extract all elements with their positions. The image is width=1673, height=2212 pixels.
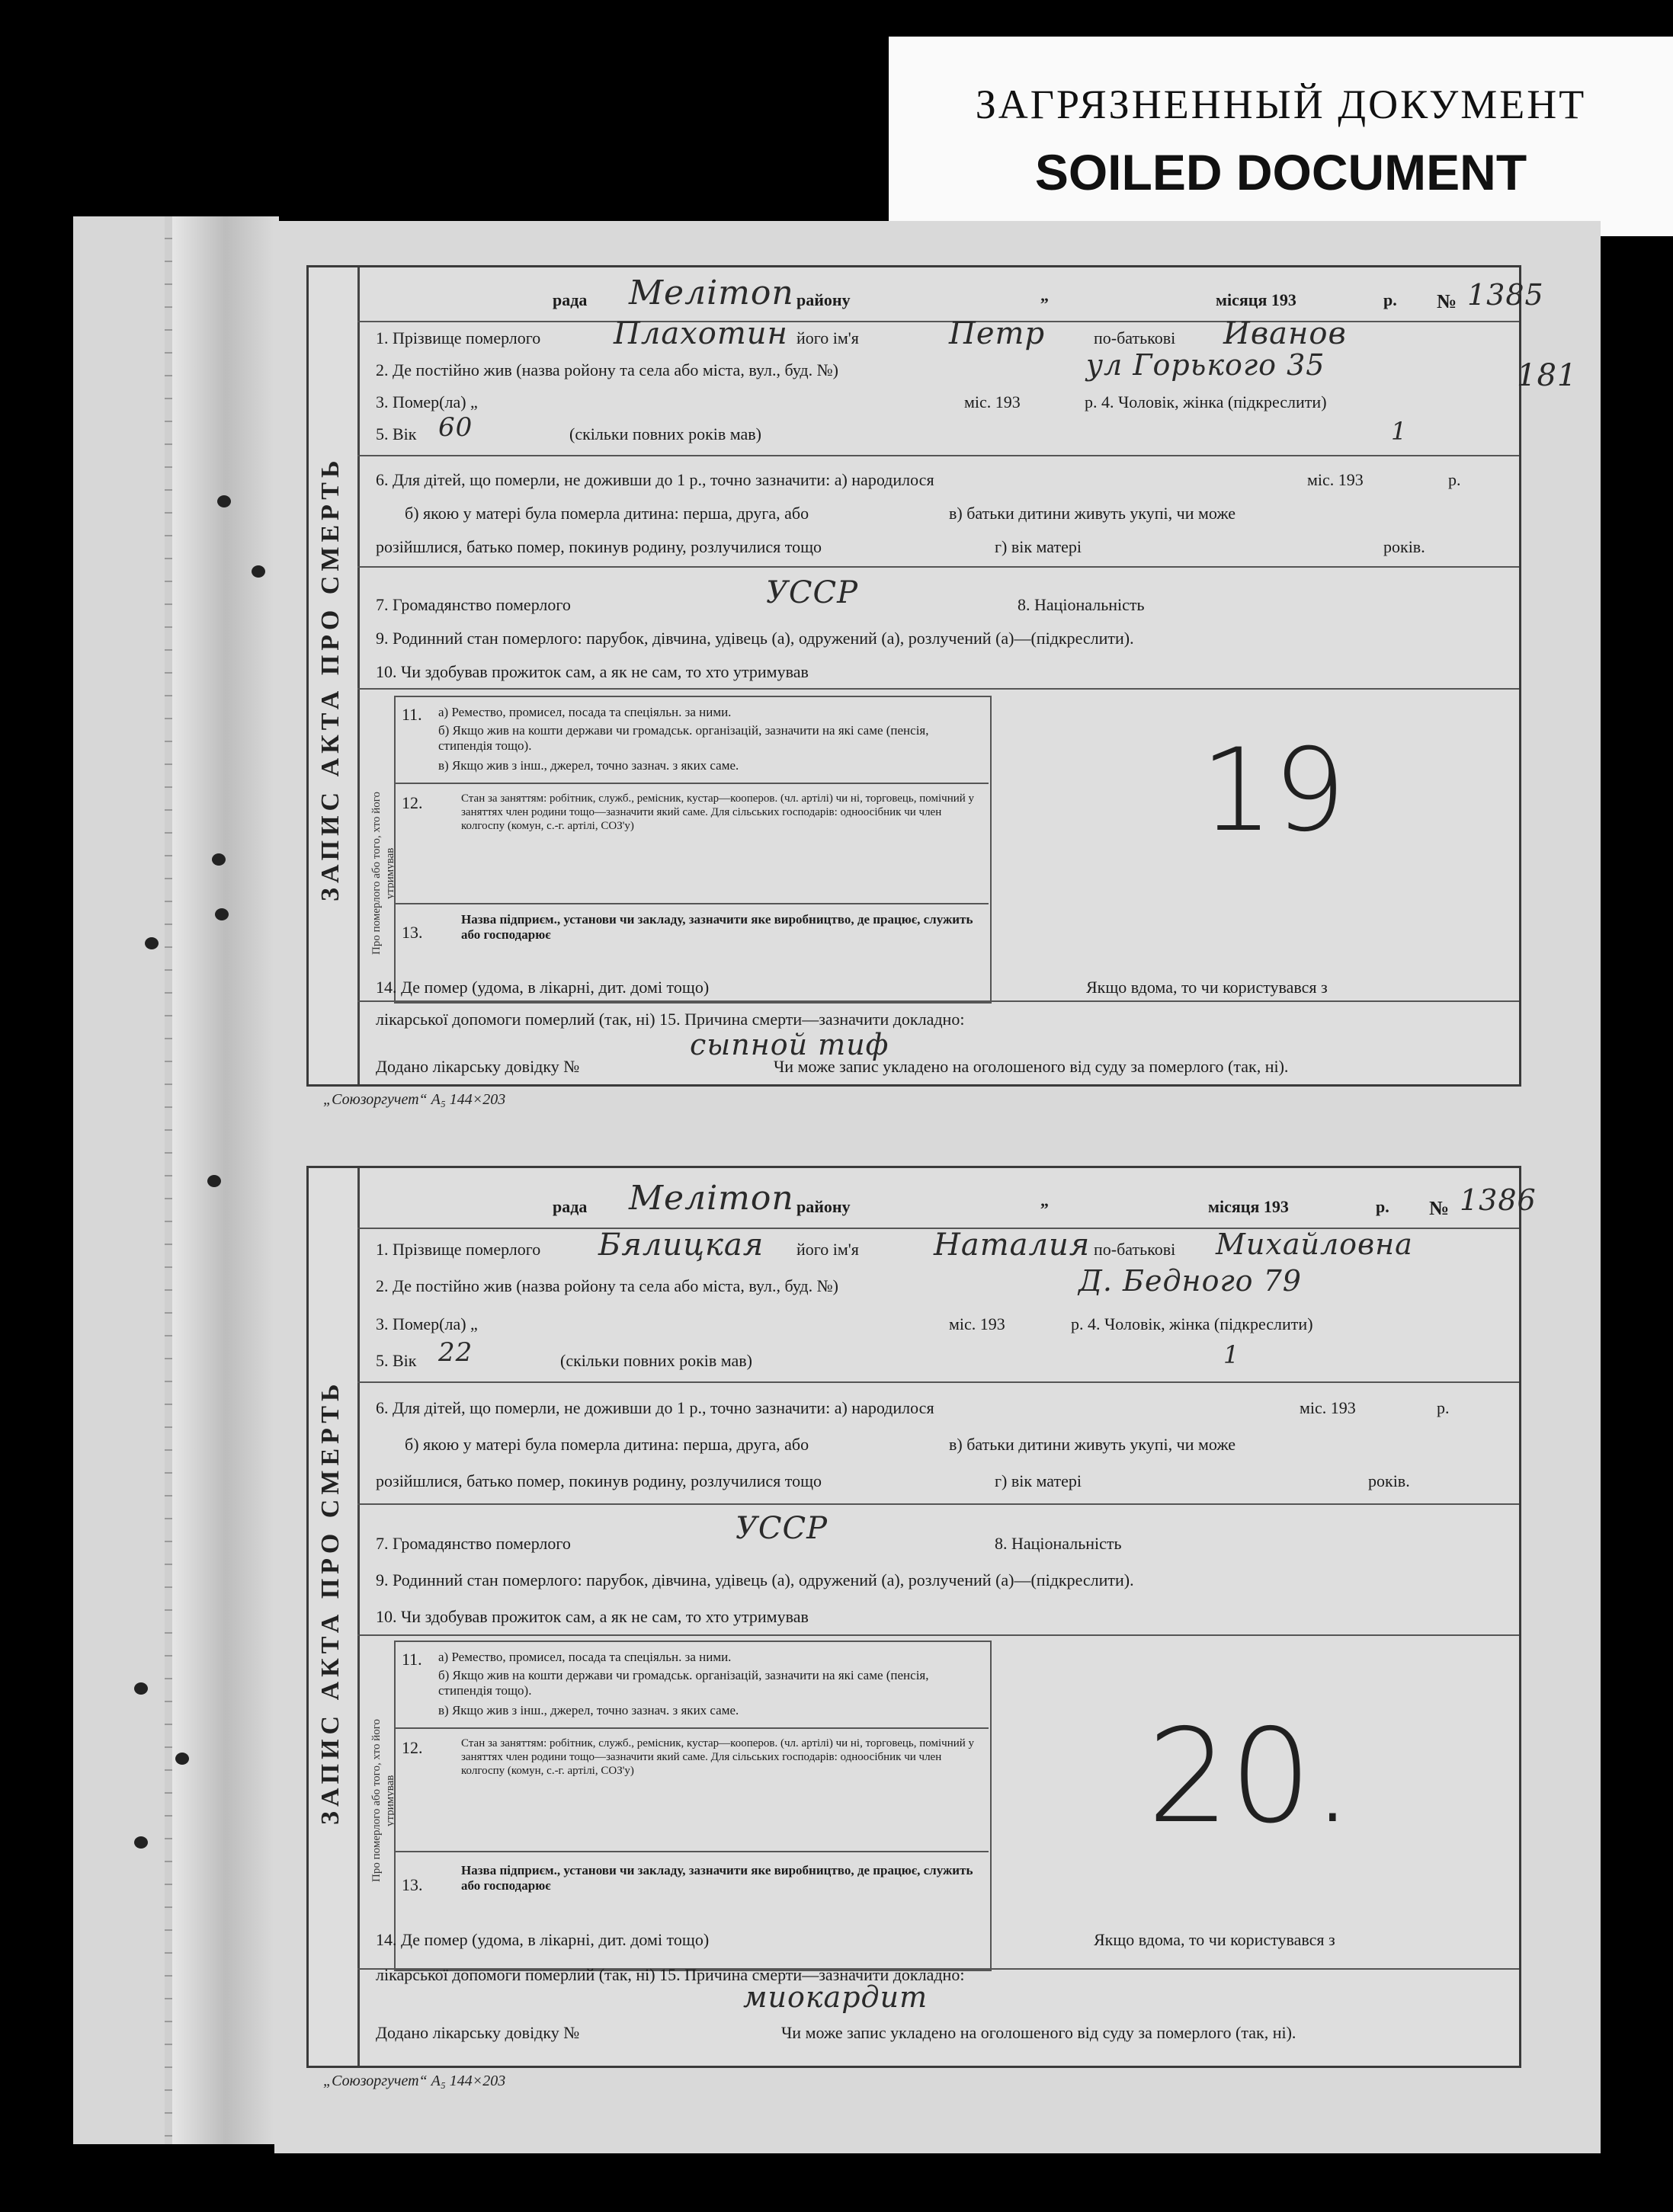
header-quote: „ [1040,286,1049,305]
sex-mark-handwritten: 1 [1223,1340,1240,1369]
line14-cause-label: лікарської допомоги померлий (так, ні) 15. Причина смерти—зазначити докладно: [376,1010,965,1029]
line6-month-label: міс. 193 [1300,1398,1356,1417]
line9-family-label: 9. Родинний стан померлого: парубок, дівчина, удівець (а), одружений (а), розлучений (а)—(підкреслити). [376,629,1134,648]
punch-hole [252,565,265,578]
line6-c-label: в) батьки дитини живуть укупі, чи може [949,1435,1236,1454]
line14-home-label: Якщо вдома, то чи користувався з [1086,978,1328,997]
line13-label: Назва підприєм., установи чи закладу, зазначити яке виробництво, де працює, служить або господарює [461,912,973,942]
header-r: р. [1376,1197,1389,1216]
death-record-form-1 [306,265,1544,1087]
line3-sex-label: р. 4. Чоловік, жінка (підкреслити) [1071,1314,1313,1333]
form-side-sublabel: Про померлого або того, хто його утримував [370,1719,396,1883]
line5-age-label: 5. Вік [376,424,417,443]
line6-f-label: розійшлися, батько помер, покинув родину, розлучилися тощо [376,537,822,556]
punch-hole [134,1836,148,1849]
line6-g-label: г) вік матері [995,537,1082,556]
punch-hole [134,1682,148,1695]
cause-handwritten: миокардит [743,1980,928,2014]
punch-hole [145,937,159,949]
line8-nationality-label: 8. Національність [995,1534,1122,1553]
line16-court-label: Чи може запис укладено на оголошеного від суду за померлого (так, ні). [781,2023,1296,2042]
form-side-label: ЗАПИС АКТА ПРО СМЕРТЬ [316,456,345,902]
header-month: місяця 193 [1208,1197,1289,1216]
cause-handwritten: сыпной тиф [690,1028,889,1061]
line13-number: 13. [402,1875,423,1894]
line12-number: 12. [402,1738,423,1757]
rada-handwritten: Мелітоп [629,274,794,312]
line2-address-label: 2. Де постійно жив (назва ройону та села або міста, вул., буд. №) [376,360,838,379]
punch-hole [207,1175,221,1187]
address-handwritten: Д. Бедного 79 [1078,1264,1302,1298]
form-side-label: ЗАПИС АКТА ПРО СМЕРТЬ [316,1379,345,1826]
record-number-handwritten: 1386 [1460,1183,1537,1217]
line5-age-label: 5. Вік [376,1351,417,1370]
address-handwritten: ул Горького 35 [1086,348,1325,382]
surname-handwritten: Бялицкая [598,1228,764,1263]
line14-where-died-label: 14. Де помер (удома, в лікарні, дит. домі тощо) [376,978,710,997]
line6-b-label: б) якою у матері була померла дитина: перша, друга, або [405,504,809,523]
record-number-handwritten: 1385 [1467,278,1544,312]
header-rada: рада [553,1197,588,1216]
line3-month-label: міс. 193 [949,1314,1005,1333]
big-record-number: 19 [1200,725,1346,857]
age-handwritten: 60 [438,412,473,443]
line2-address-label: 2. Де постійно жив (назва ройону та села або міста, вул., буд. №) [376,1276,838,1295]
line1-patronymic-label: по-батькові [1094,328,1176,347]
punch-hole [212,853,226,866]
line6-years-label: років. [1383,537,1425,556]
header-quote: „ [1040,1191,1049,1210]
line14-cause-label: лікарської допомоги померлий (так, ні) 15. Причина смерти—зазначити докладно: [376,1965,965,1984]
line14-home-label: Якщо вдома, то чи користувався з [1094,1930,1335,1949]
surname-handwritten: Плахотин [614,316,788,351]
line6-g-label: г) вік матері [995,1471,1082,1490]
stamp-english: SOILED DOCUMENT [1034,144,1527,200]
line6-c-label: в) батьки дитини живуть укупі, чи може [949,504,1236,523]
rada-handwritten: Мелітоп [629,1179,794,1218]
line11a-label: а) Ремество, промисел, посада та спеціяльн. за ними. [438,1650,732,1664]
stamp-russian: ЗАГРЯЗНЕННЫЙ ДОКУМЕНТ [975,82,1587,127]
age-handwritten: 22 [438,1337,473,1368]
line16-certificate-label: Додано лікарську довідку № [376,2023,580,2042]
line13-label: Назва підприєм., установи чи закладу, зазначити яке виробництво, де працює, служить або господарює [461,1863,973,1893]
line10-livelihood-label: 10. Чи здобував прожиток сам, а як не сам, то хто утримував [376,662,809,681]
line8-nationality-label: 8. Національність [1018,595,1145,614]
line6-r-label: р. [1448,470,1461,489]
line11a-label: а) Ремество, промисел, посада та спеціяльн. за ними. [438,705,732,719]
form2-footer: „Союзоргучет“ А₅ 144×203 [323,2073,506,2089]
header-number-label: № [1429,1197,1450,1219]
line3-sex-label: р. 4. Чоловік, жінка (підкреслити) [1085,392,1327,411]
line13-number: 13. [402,923,423,942]
line12-label: Стан за заняттям: робітник, служб., ремісник, кустар—кооперов. (чл. артілі) чи ні, торговець, помічний у заняттях член родини тощо—зазначити який саме. Для сільських господарів: одноосібник чи член колгоспу (комун, с.-г. артілі, СОЗ'у) [461,792,975,832]
header-r: р. [1383,290,1397,309]
line11-number: 11. [402,705,422,724]
line11-number: 11. [402,1650,422,1669]
name-handwritten: Наталия [934,1228,1091,1263]
line1-surname-label: 1. Прізвище померлого [376,1240,541,1259]
line7-citizenship-label: 7. Громадянство померлого [376,1534,571,1553]
line9-family-label: 9. Родинний стан померлого: парубок, дівчина, удівець (а), одружений (а), розлучений (а)—(підкреслити). [376,1570,1134,1589]
line3-died-label: 3. Помер(ла) „ [376,392,478,411]
line11b-label: б) Якщо жив на кошти держави чи громадськ. організацій, зазначити на які саме (пенсія, стипендія тощо). [438,1668,929,1698]
header-month: місяця 193 [1216,290,1296,309]
header-number-label: № [1437,290,1457,312]
line5-age-hint: (скільки повних років мав) [560,1351,753,1370]
line5-age-hint: (скільки повних років мав) [569,424,762,443]
form-side-sublabel: Про померлого або того, хто його утримував [370,792,396,956]
header-rayon: району [796,290,851,309]
line6-f-label: розійшлися, батько помер, покинув родину, розлучилися тощо [376,1471,822,1490]
patronymic-handwritten: Иванов [1223,316,1347,351]
line11c-label: в) Якщо жив з інш., джерел, точно зазнач. з яких саме. [438,1703,739,1717]
line6-children-label: 6. Для дітей, що померли, не доживши до 1 р., точно зазначити: а) народилося [376,470,934,489]
header-rada: рада [553,290,588,309]
death-record-form-2 [306,1166,1537,2068]
line6-r-label: р. [1437,1398,1450,1417]
punch-hole [175,1753,189,1765]
line16-certificate-label: Додано лікарську довідку № [376,1057,580,1076]
name-handwritten: Петр [949,316,1046,351]
line7-citizenship-label: 7. Громадянство померлого [376,595,571,614]
header-rayon: району [796,1197,851,1216]
big-record-number: 20. [1147,1701,1354,1852]
margin-number-handwritten: 181 [1517,358,1578,393]
line3-month-label: міс. 193 [964,392,1021,411]
line14-where-died-label: 14. Де помер (удома, в лікарні, дит. домі тощо) [376,1930,710,1949]
line16-court-label: Чи може запис укладено на оголошеного від суду за померлого (так, ні). [774,1057,1289,1076]
line3-died-label: 3. Помер(ла) „ [376,1314,478,1333]
line1-surname-label: 1. Прізвище померлого [376,328,541,347]
patronymic-handwritten: Михайловна [1216,1228,1413,1261]
soiled-document-stamp [889,37,1673,236]
citizenship-handwritten: УССР [736,1511,828,1546]
line6-children-label: 6. Для дітей, що померли, не доживши до 1 р., точно зазначити: а) народилося [376,1398,934,1417]
line1-name-label: його ім'я [796,1240,859,1259]
line6-years-label: років. [1368,1471,1410,1490]
line12-label: Стан за заняттям: робітник, служб., ремісник, кустар—кооперов. (чл. артілі) чи ні, торговець, помічний у заняттях член родини тощо—зазначити який саме. Для сільських господарів: одноосібник чи член колгоспу (комун, с.-г. артілі, СОЗ'у) [461,1737,975,1777]
line1-name-label: його ім'я [796,328,859,347]
line1-patronymic-label: по-батькові [1094,1240,1176,1259]
punch-hole [215,908,229,920]
line10-livelihood-label: 10. Чи здобував прожиток сам, а як не сам, то хто утримував [376,1607,809,1626]
line12-number: 12. [402,793,423,812]
line11c-label: в) Якщо жив з інш., джерел, точно зазнач. з яких саме. [438,758,739,773]
punch-hole [217,495,231,507]
line6-b-label: б) якою у матері була померла дитина: перша, друга, або [405,1435,809,1454]
citizenship-handwritten: УССР [766,575,859,610]
sex-mark-handwritten: 1 [1391,417,1408,446]
line6-month-label: міс. 193 [1307,470,1364,489]
form1-footer: „Союзоргучет“ А₅ 144×203 [323,1091,506,1108]
line11b-label: б) Якщо жив на кошти держави чи громадськ. організацій, зазначити на які саме (пенсія, стипендія тощо). [438,723,929,753]
death-records-sheet [274,221,1601,2153]
